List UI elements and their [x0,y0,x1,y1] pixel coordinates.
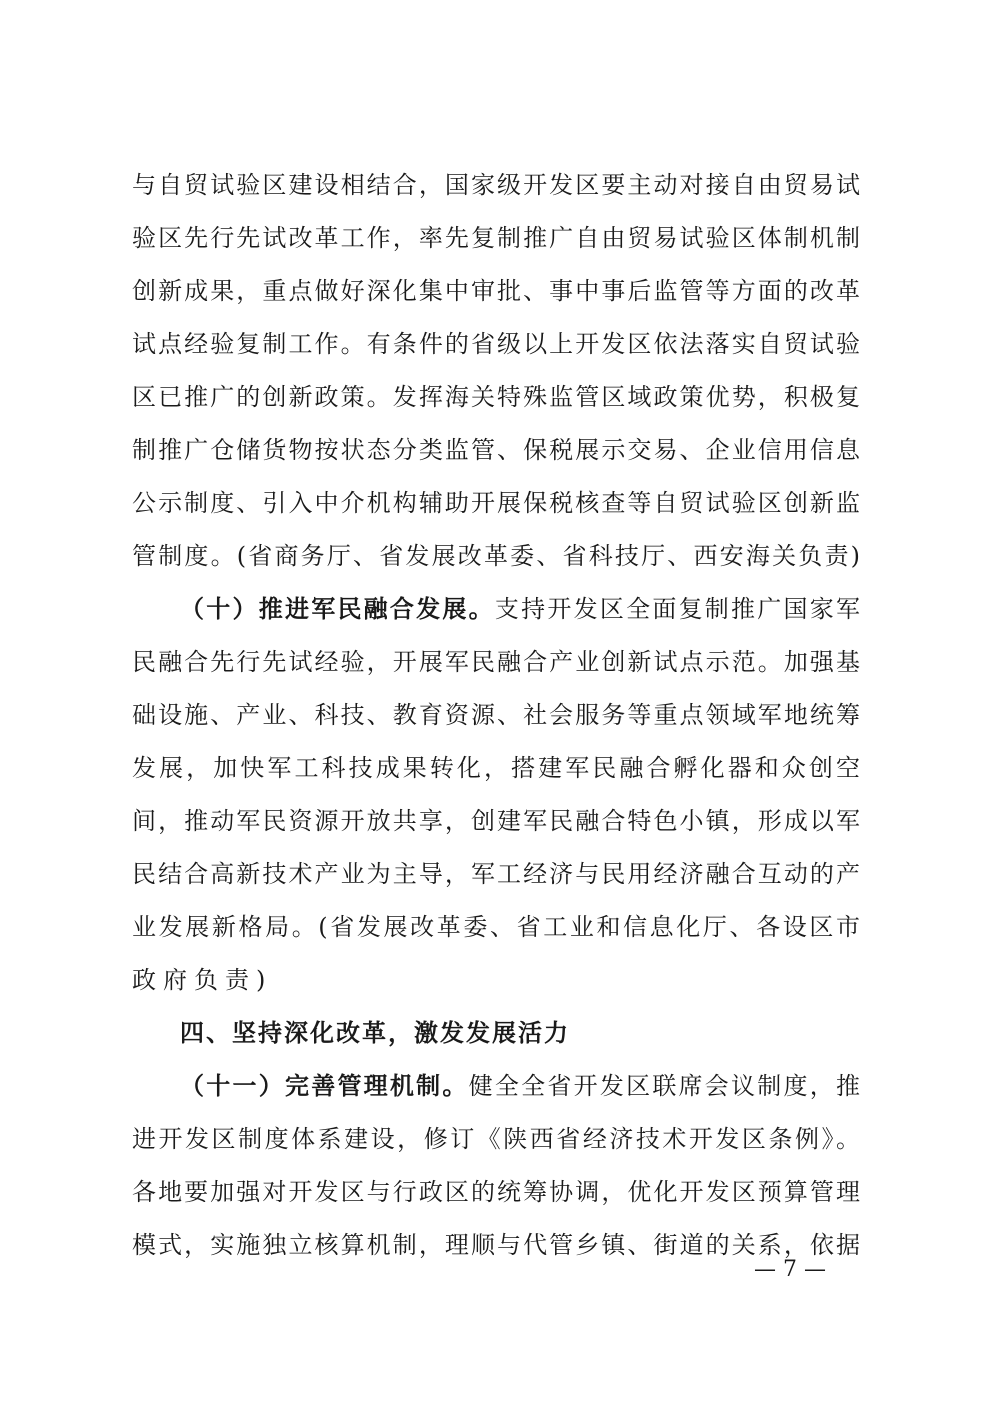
section-10-first-rest: 支持开发区全面复制推广国家军 [494,595,861,623]
section-11-first-line [180,1071,860,1101]
body-line: 试点经验复制工作。有条件的省级以上开发区依法落实自贸试验 [132,330,860,358]
page-number: — 7 — [754,1257,826,1282]
body-line: 民结合高新技术产业为主导，军工经济与民用经济融合互动的产 [132,860,860,888]
body-line: 各地要加强对开发区与行政区的统筹协调，优化开发区预算管理 [132,1178,860,1206]
section-heading: 四、坚持深化改革，激发发展活力 [180,1019,570,1047]
body-line: 与自贸试验区建设相结合，国家级开发区要主动对接自由贸易试 [132,171,860,199]
body-line: 管制度。(省商务厅、省发展改革委、省科技厅、西安海关负责) [132,542,860,570]
body-line: 政府负责) [132,966,273,994]
body-line: 模式，实施独立核算机制，理顺与代管乡镇、街道的关系，依据 [132,1231,860,1259]
body-line: 间，推动军民资源开放共享，创建军民融合特色小镇，形成以军 [132,807,860,835]
section-10-first-line [180,594,860,624]
body-line: 发展，加快军工科技成果转化，搭建军民融合孵化器和众创空 [132,754,860,782]
body-line: 区已推广的创新政策。发挥海关特殊监管区域政策优势，积极复 [132,383,860,411]
body-line: 础设施、产业、科技、教育资源、社会服务等重点领域军地统筹 [132,701,860,729]
body-line: 公示制度、引入中介机构辅助开展保税核查等自贸试验区创新监 [132,489,860,517]
body-line: 制推广仓储货物按状态分类监管、保税展示交易、企业信用信息 [132,436,860,464]
body-line: 验区先行先试改革工作，率先复制推广自由贸易试验区体制机制 [132,224,860,252]
body-line: 创新成果，重点做好深化集中审批、事中事后监管等方面的改革 [132,277,860,305]
body-line: 进开发区制度体系建设，修订《陕西省经济技术开发区条例》。 [132,1125,860,1153]
section-11-first-rest: 健全全省开发区联席会议制度，推 [468,1072,860,1100]
section-11-title: （十一）完善管理机制。 [180,1072,469,1100]
section-10-title: （十）推进军民融合发展。 [180,595,495,623]
body-line: 业发展新格局。(省发展改革委、省工业和信息化厅、各设区市 [132,913,860,941]
body-line: 民融合先行先试经验，开展军民融合产业创新试点示范。加强基 [132,648,860,676]
